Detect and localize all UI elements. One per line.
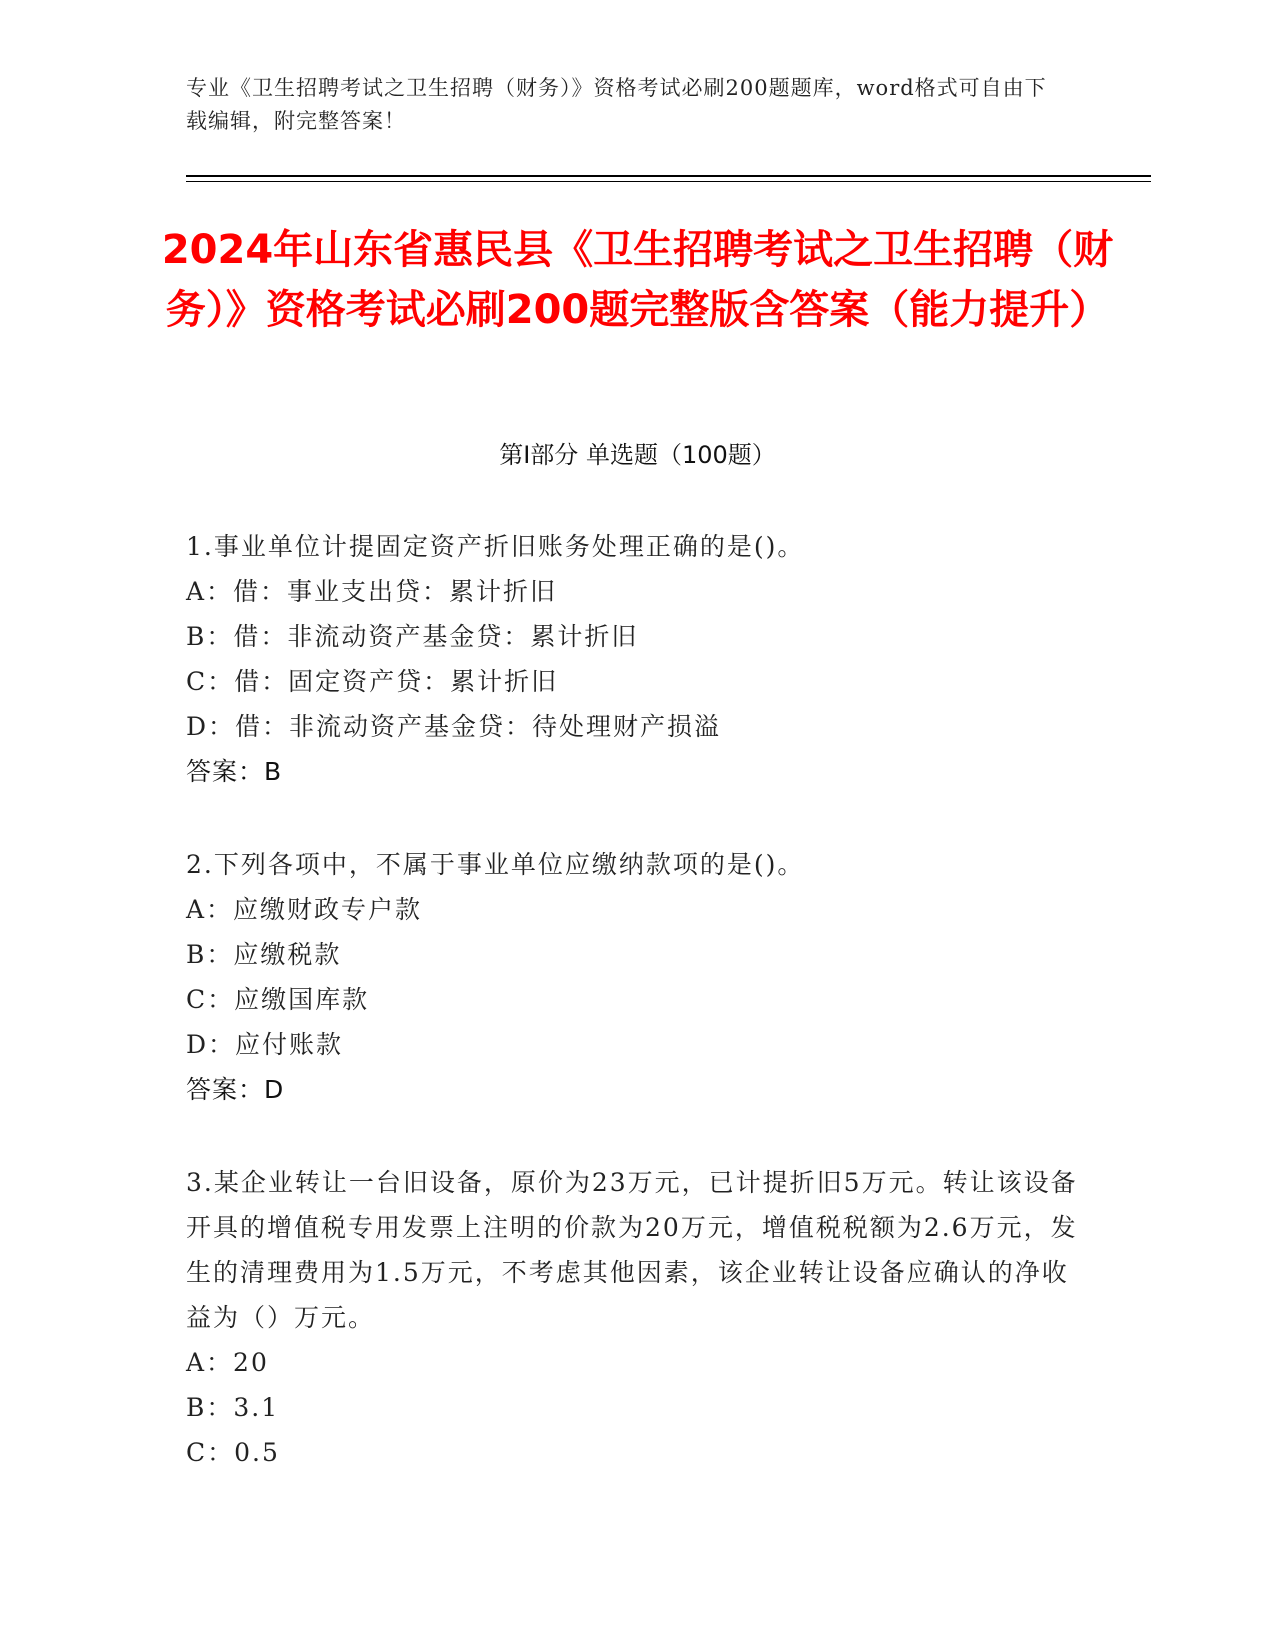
question-block-2 xyxy=(186,842,1086,1112)
option-a: A：借：事业支出贷：累计折旧 xyxy=(186,577,558,606)
option-b: B：3.1 xyxy=(186,1393,280,1422)
answer-line: 答案：D xyxy=(186,1075,285,1104)
option-d: D：借：非流动资产基金贷：待处理财产损溢 xyxy=(186,712,722,741)
question-stem: 2.下列各项中，不属于事业单位应缴纳款项的是()。 xyxy=(186,850,805,879)
header-rule-thin xyxy=(186,181,1151,182)
option-a: A：应缴财政专户款 xyxy=(186,895,423,924)
option-d: D：应付账款 xyxy=(186,1030,344,1059)
option-c: C：0.5 xyxy=(186,1438,280,1467)
question-stem: 1.事业单位计提固定资产折旧账务处理正确的是()。 xyxy=(186,532,805,561)
question-block-1 xyxy=(186,524,1086,794)
option-b: B：借：非流动资产基金贷：累计折旧 xyxy=(186,622,639,651)
option-c: C：借：固定资产贷：累计折旧 xyxy=(186,667,559,696)
header-note: 专业《卫生招聘考试之卫生招聘（财务）》资格考试必刷200题题库，word格式可自由下载编辑，附完整答案！ xyxy=(186,76,1047,133)
section-heading: 第I部分 单选题（100题） xyxy=(499,441,776,469)
question-stem: 3.某企业转让一台旧设备，原价为23万元，已计提折旧5万元。转让该设备开具的增值税专用发票上注明的价款为20万元，增值税税额为2.6万元，发生的清理费用为1.5万元，不考虑其他因素，该企业转让设备应确认的净收益为（）万元。 xyxy=(186,1168,1078,1332)
question-block-3 xyxy=(186,1160,1086,1475)
answer-line: 答案：B xyxy=(186,757,283,786)
option-c: C：应缴国库款 xyxy=(186,985,370,1014)
header-rule-thick xyxy=(186,175,1151,177)
option-b: B：应缴税款 xyxy=(186,940,342,969)
document-title: 2024年山东省惠民县《卫生招聘考试之卫生招聘（财务）》资格考试必刷200题完整版含答案（能力提升） xyxy=(161,227,1114,333)
option-a: A：20 xyxy=(186,1348,269,1377)
